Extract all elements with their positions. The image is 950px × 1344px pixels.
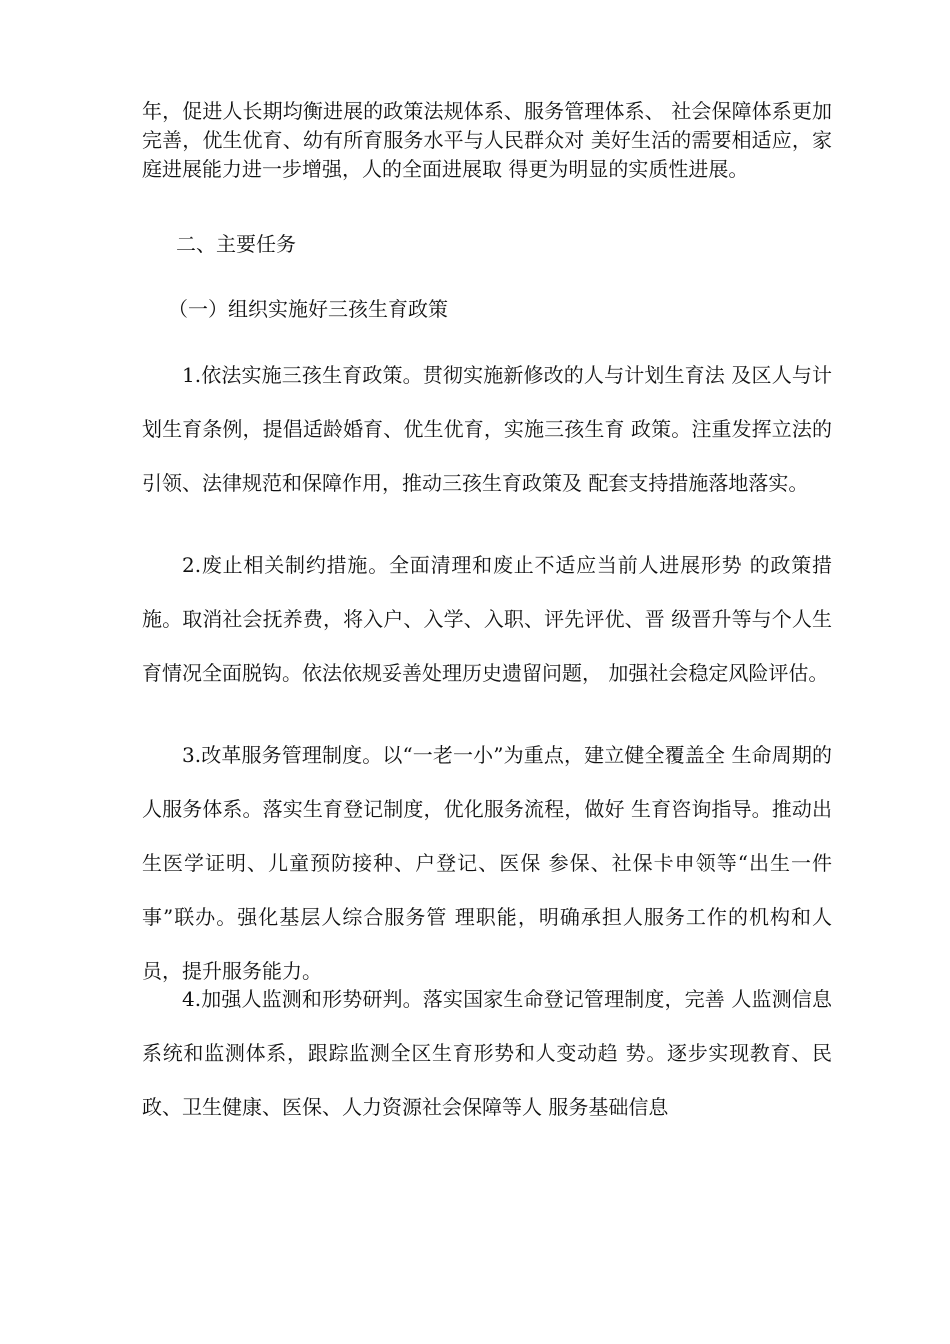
intro-paragraph: 年，促进人长期均衡进展的政策法规体系、服务管理体系、 社会保障体系更加完善，优生优育、幼有所育服务水平与人民群众对 美好生活的需要相适应，家庭进展能力进一步增强，人的全面进展取 得更为明显的实质性进展。 [142, 99, 832, 181]
task-item-3: 3.改革服务管理制度。以“一老一小”为重点，建立健全覆盖全 生命周期的人服务体系。落实生育登记制度，优化服务流程，做好 生育咨询指导。推动出生医学证明、儿童预防接种、户登记、医保 参保、社保卡申领等“出生一件事”联办。强化基层人综合服务管 理职能，明确承担人服务工作的机构和人员，提升服务能力。 [142, 743, 832, 983]
section-heading: 二、主要任务 [176, 232, 296, 256]
task-item-1: 1.依法实施三孩生育政策。贯彻实施新修改的人与计划生育法 及区人与计划生育条例，提倡适龄婚育、优生优育，实施三孩生育 政策。注重发挥立法的引领、法律规范和保障作用，推动三孩生育政策及 配套支持措施落地落实。 [142, 363, 832, 495]
task-item-2: 2.废止相关制约措施。全面清理和废止不适应当前人进展形势 的政策措施。取消社会抚养费，将入户、入学、入职、评先评优、晋 级晋升等与个人生育情况全面脱钩。依法依规妥善处理历史遗留问题， 加强社会稳定风险评估。 [142, 553, 832, 685]
task-item-4: 4.加强人监测和形势研判。落实国家生命登记管理制度，完善 人监测信息系统和监测体系，跟踪监测全区生育形势和人变动趋 势。逐步实现教育、民政、卫生健康、医保、人力资源社会保障等人 服务基础信息 [142, 987, 832, 1119]
subsection-heading: （一）组织实施好三孩生育政策 [168, 297, 448, 321]
